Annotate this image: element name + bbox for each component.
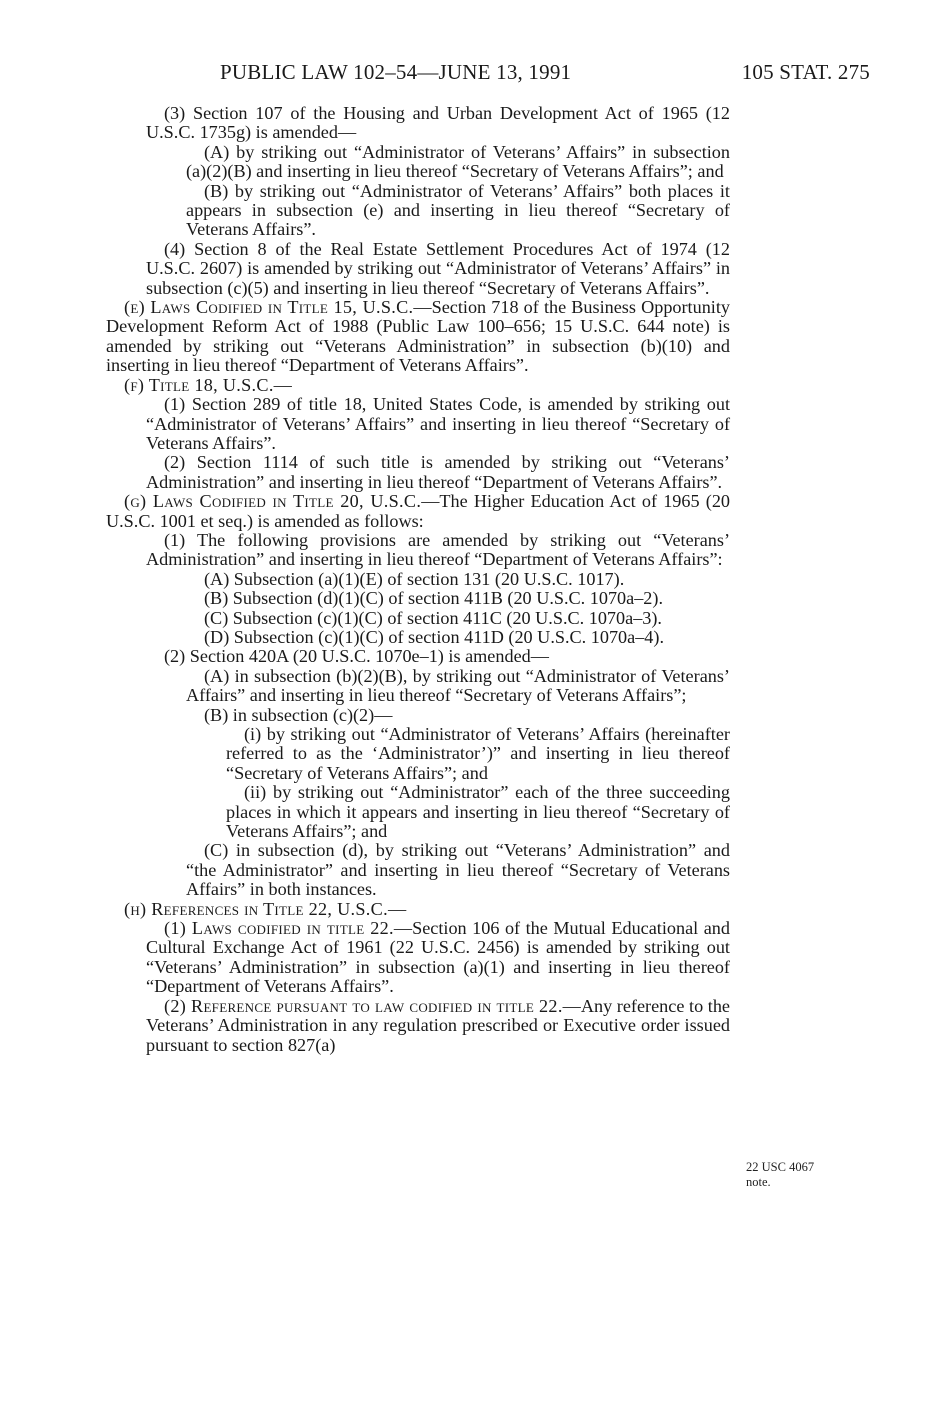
paragraph-4: (4) Section 8 of the Real Estate Settlement Procedures Act of 1974 (12 U.S.C. 2607) is amended by striking out “Administrator of Veterans’ Affairs” in subsection (c)(5) and inserting in lieu thereof “Secretary of Veterans Affairs”. — [146, 238, 730, 298]
subsection-h-heading: (h) References in Title 22, U.S.C. — [124, 898, 388, 919]
header-title: PUBLIC LAW 102–54—JUNE 13, 1991 — [220, 60, 572, 84]
paragraph-h-2-heading: (2) Reference pursuant to law codified in title 22. — [164, 995, 563, 1016]
paragraph-g-1-a: (A) Subsection (a)(1)(E) of section 131 (20 U.S.C. 1017). — [204, 568, 625, 589]
paragraph-g-2-a: (A) in subsection (b)(2)(B), by striking out “Administrator of Veterans’ Affairs” and inserting in lieu thereof “Secretary of Veterans Affairs”; — [186, 665, 730, 706]
subsection-g-heading: (g) Laws Codified in Title 20, U.S.C. — [124, 491, 422, 512]
paragraph-g-2: (2) Section 420A (20 U.S.C. 1070e–1) is amended— — [164, 646, 549, 667]
page-header — [220, 60, 870, 90]
paragraph-g-1-b: (B) Subsection (d)(1)(C) of section 411B (20 U.S.C. 1070a–2). — [204, 588, 664, 609]
paragraph-f-1: (1) Section 289 of title 18, United States Code, is amended by striking out “Administrator of Veterans’ Affairs” and inserting in lieu thereof “Secretary of Veterans Affairs”. — [146, 394, 730, 453]
paragraph-g-2-c: (C) in subsection (d), by striking out “Veterans’ Administration” and “the Administrator” and inserting in lieu thereof “Secretary of Veterans Affairs” in both instances. — [186, 840, 730, 900]
paragraph-g-1: (1) The following provisions are amended by striking out “Veterans’ Administration” and inserting in lieu thereof “Department of Veterans Affairs”: — [146, 529, 730, 570]
body-text — [106, 104, 730, 1055]
paragraph-g-2-b: (B) in subsection (c)(2)— — [204, 704, 393, 725]
paragraph-3: (3) Section 107 of the Housing and Urban Development Act of 1965 (12 U.S.C. 1735g) is amended— — [146, 103, 730, 143]
subsection-e — [106, 298, 730, 376]
header-stat-page: 105 STAT. 275 — [741, 60, 870, 84]
subsection-f-body: — — [273, 374, 292, 395]
paragraph-h-2-body: —Any reference to the Veterans’ Administration in any regulation prescribed or Executive order issued pursuant to section 827(a) — [146, 995, 730, 1055]
paragraph-g-1-c: (C) Subsection (c)(1)(C) of section 411C (20 U.S.C. 1070a–3). — [204, 607, 662, 628]
subsection-e-body: —Section 718 of the Business Opportunity Development Reform Act of 1988 (Public Law 100–656; 15 U.S.C. 644 note) is amended by striking out “Veterans Administration” in subsection (b)(10) and inserting in lieu thereof “Department of Veterans Affairs”. — [106, 297, 730, 376]
subsection-f-heading: (f) Title 18, U.S.C. — [124, 374, 274, 395]
subsection-f — [106, 376, 730, 395]
margin-note-citation: 22 USC 4067 — [746, 1160, 815, 1174]
paragraph-g-2-b-ii: (ii) by striking out “Administrator” each of the three succeeding places in which it appears and inserting in lieu thereof “Secretary of Veterans Affairs”; and — [226, 782, 730, 842]
paragraph-h-1-body: —Section 106 of the Mutual Educational and Cultural Exchange Act of 1961 (22 U.S.C. 2456) is amended by striking out “Veterans’ Administration” in subsection (a)(1) and inserting in lieu thereof “Department of Veterans Affairs”. — [146, 918, 730, 997]
subsection-g-body: —The Higher Education Act of 1965 (20 U.S.C. 1001 et seq.) is amended as follows: — [106, 491, 731, 531]
paragraph-h-1 — [106, 919, 730, 997]
paragraph-h-2 — [106, 997, 730, 1055]
paragraph-3-a: (A) by striking out “Administrator of Veterans’ Affairs” in subsection (a)(2)(B) and inserting in lieu thereof “Secretary of Veterans Affairs”; and — [186, 141, 730, 182]
subsection-g — [106, 492, 730, 531]
margin-note — [746, 1160, 814, 1190]
paragraph-g-1-d: (D) Subsection (c)(1)(C) of section 411D (20 U.S.C. 1070a–4). — [204, 626, 664, 647]
subsection-h-body: — — [387, 898, 407, 919]
margin-note-suffix: note. — [746, 1175, 771, 1189]
paragraph-g-2-b-i: (i) by striking out “Administrator of Veterans’ Affairs (hereinafter referred to as the ‘Administrator’)” and inserting in lieu thereof “Secretary of Veterans Affairs”; and — [226, 724, 730, 783]
subsection-h — [106, 900, 730, 919]
paragraph-3-b: (B) by striking out “Administrator of Veterans’ Affairs” both places it appears in subsection (e) and inserting in lieu thereof “Secretary of Veterans Affairs”. — [186, 180, 730, 240]
paragraph-f-2: (2) Section 1114 of such title is amended by striking out “Veterans’ Administration” and inserting in lieu thereof “Department of Veterans Affairs”. — [146, 452, 730, 492]
subsection-e-heading: (e) Laws Codified in Title 15, U.S.C. — [124, 297, 414, 318]
paragraph-h-1-heading: (1) Laws codified in title 22. — [164, 918, 394, 939]
